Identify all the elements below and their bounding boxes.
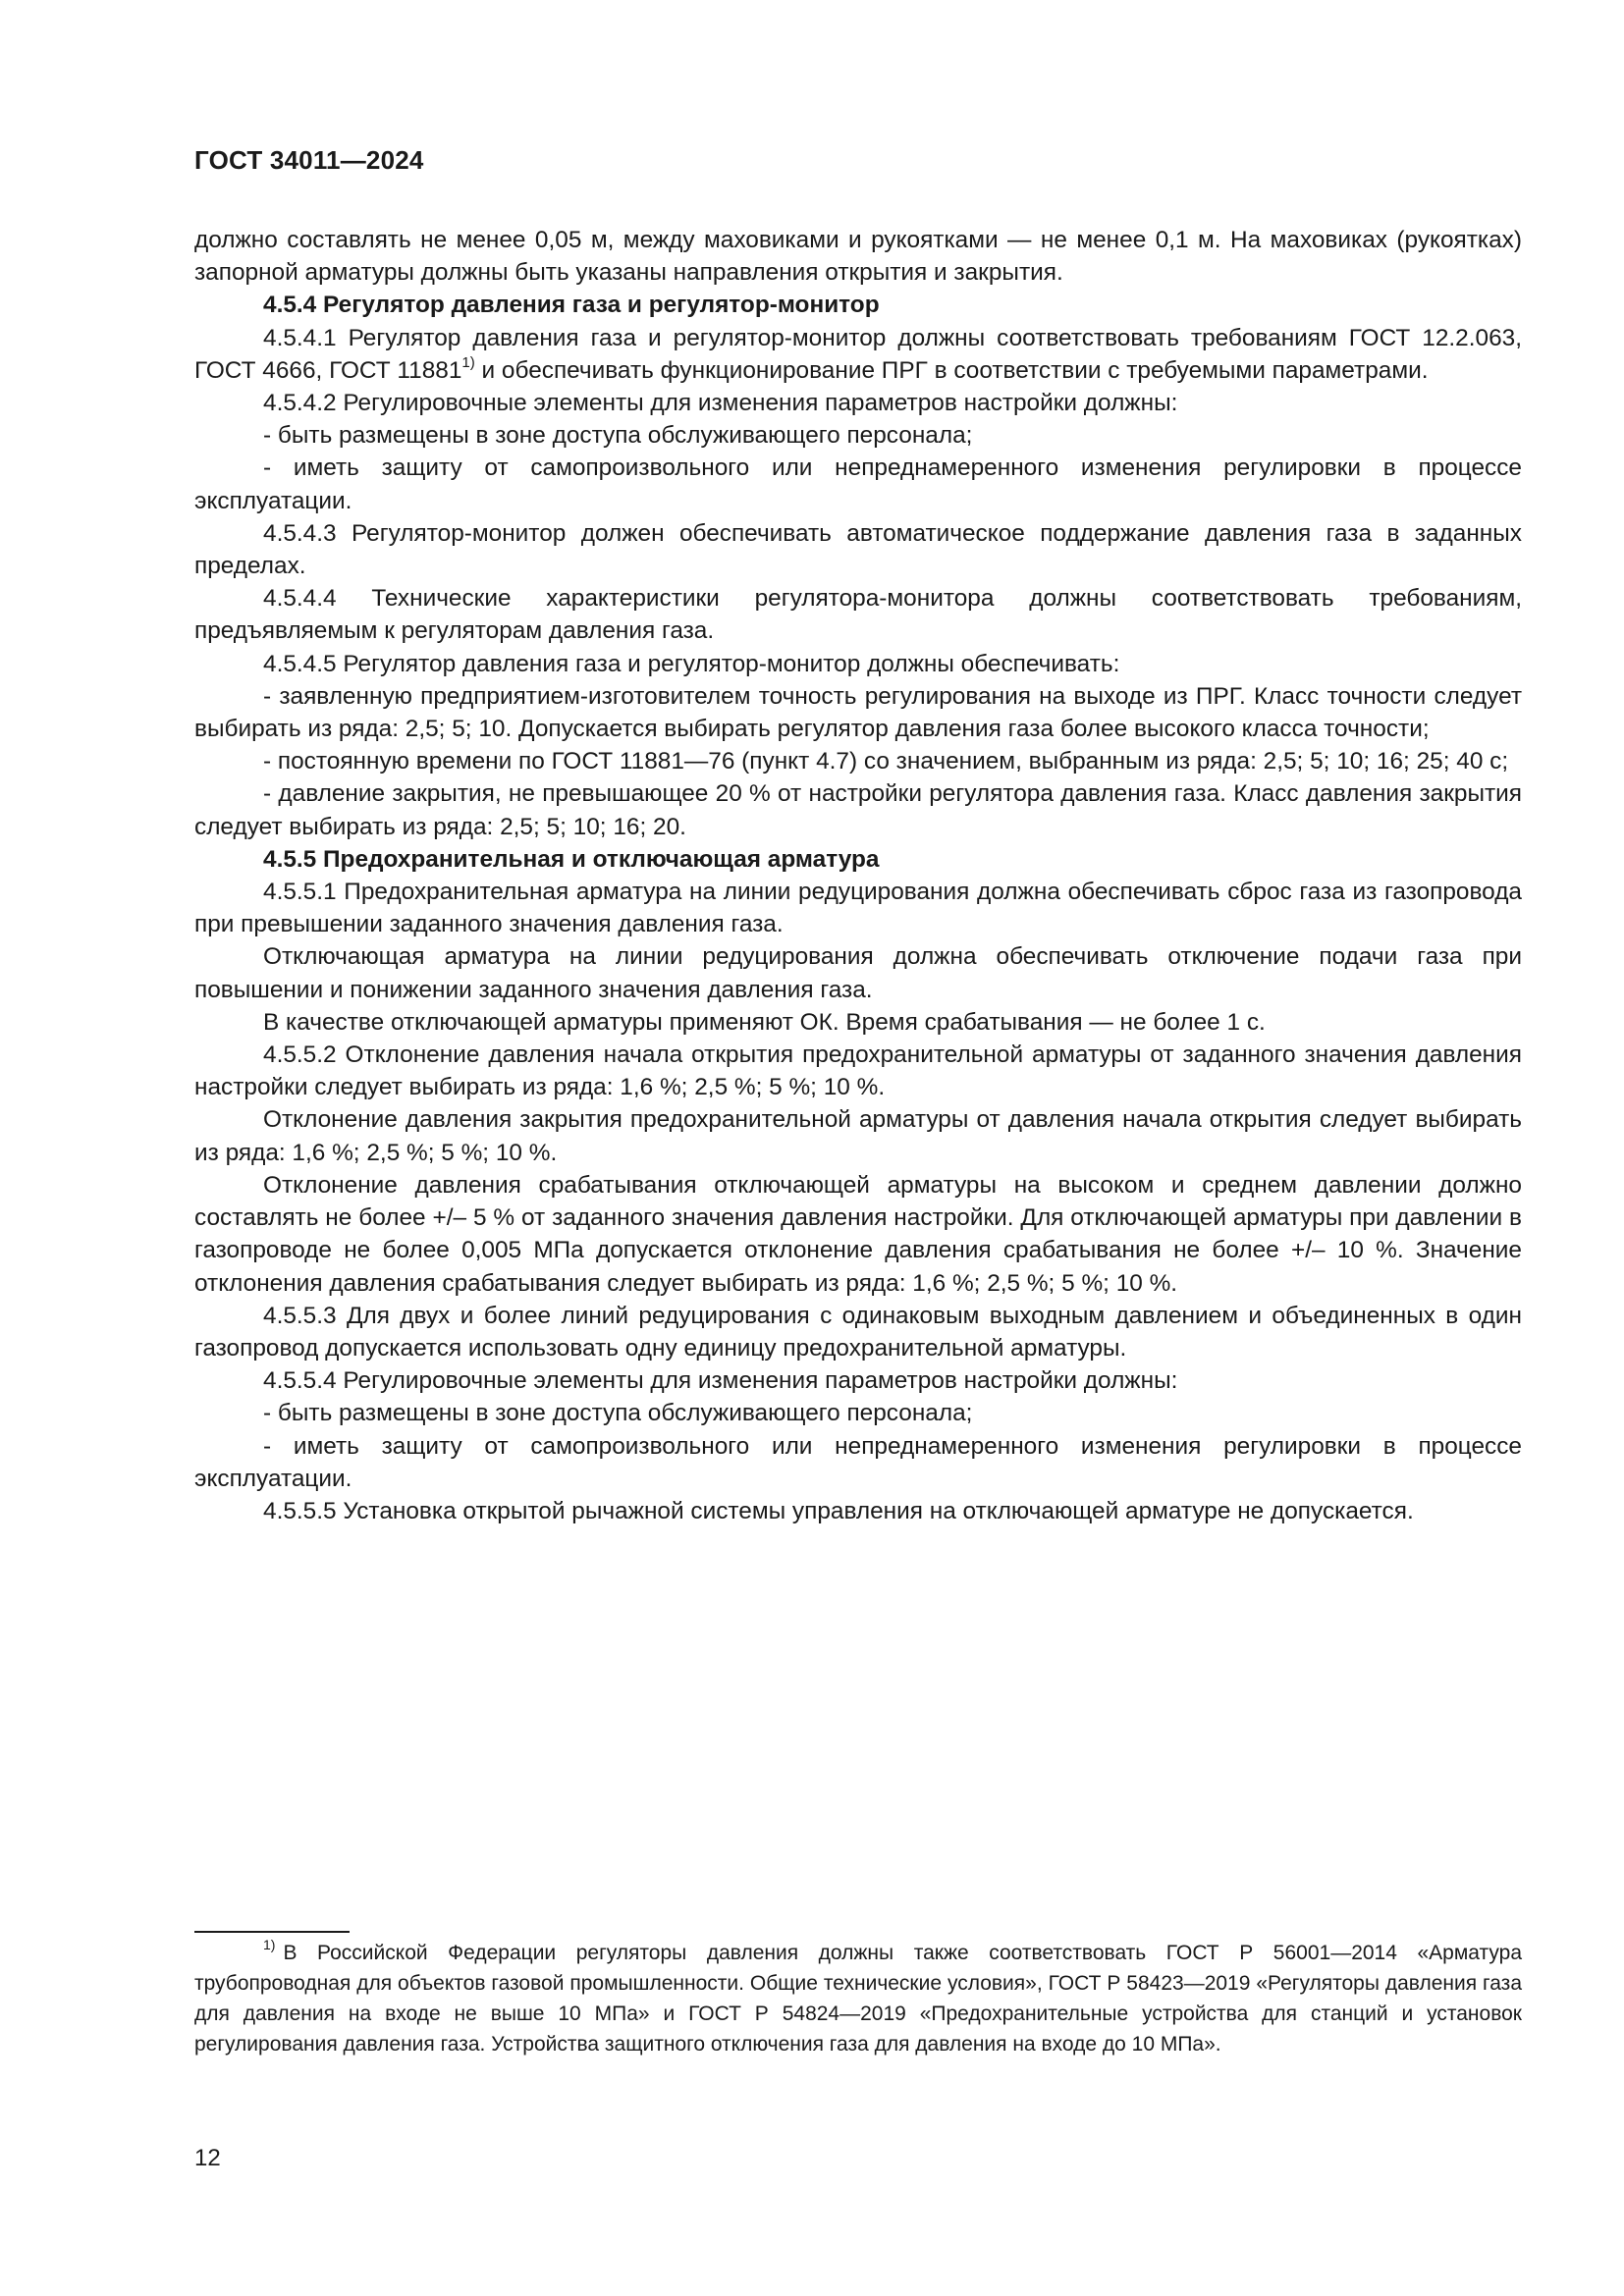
paragraph-continuation: должно составлять не менее 0,05 м, между маховиками и рукоятками — не менее 0,1 м. На маховиках (рукоятках) запорной арматуры должны быть указаны направления открытия и закрытия. bbox=[194, 227, 1522, 287]
paragraph: В качестве отключающей арматуры применяют ОК. Время срабатывания — не более 1 с. bbox=[263, 1008, 1266, 1036]
paragraph: Отключающая арматура на линии редуцирования должна обеспечивать отключение подачи газа при повышении и понижении заданного значения давления газа. bbox=[194, 943, 1522, 1003]
clause-4-5-4-2: 4.5.4.2 Регулировочные элементы для изменения параметров настройки должны: bbox=[263, 390, 1178, 417]
clause-4-5-5-5: 4.5.5.5 Установка открытой рычажной системы управления на отключающей арматуре не допускается. bbox=[263, 1497, 1414, 1524]
footnote-marker: 1) bbox=[263, 1937, 276, 1952]
paragraph: Отклонение давления срабатывания отключающей арматуры на высоком и среднем давлении должно составлять не более +/– 5 % от заданного значения давления настройки. Для отключающей арматуры при давлении в газопроводе не более 0,005 МПа допускается отклонение давления срабатывания не более +/– 10 %. Значение отклонения давления срабатывания следует выбирать из ряда: 1,6 %; 2,5 %; 5 %; 10 %. bbox=[194, 1171, 1522, 1297]
clause-4-5-4-5: 4.5.4.5 Регулятор давления газа и регулятор-монитор должны обеспечивать: bbox=[263, 650, 1120, 677]
list-item: - давление закрытия, не превышающее 20 % от настройки регулятора давления газа. Класс давления закрытия следует выбирать из ряда: 2,5; 5; 10; 16; 20. bbox=[194, 780, 1522, 840]
section-heading-4-5-5: 4.5.5 Предохранительная и отключающая арматура bbox=[263, 845, 880, 873]
clause-4-5-4-1-text-cont: и обеспечивать функционирование ПРГ в соответствии с требуемыми параметрами. bbox=[474, 356, 1429, 384]
list-item: - быть размещены в зоне доступа обслуживающего персонала; bbox=[263, 1400, 973, 1427]
list-item: - быть размещены в зоне доступа обслуживающего персонала; bbox=[263, 422, 973, 450]
section-heading-4-5-4: 4.5.4 Регулятор давления газа и регулятор-монитор bbox=[263, 292, 880, 319]
footnote-separator bbox=[194, 1931, 350, 1933]
clause-4-5-4-1 bbox=[194, 322, 1522, 387]
page-number: 12 bbox=[194, 2145, 221, 2171]
document-header: ГОСТ 34011—2024 bbox=[194, 145, 424, 175]
footnote-paragraph bbox=[194, 1938, 1522, 2059]
clause-4-5-5-3: 4.5.5.3 Для двух и более линий редуцирования с одинаковым выходным давлением и объединенных в один газопровод допускается использовать одну единицу предохранительной арматуры. bbox=[194, 1302, 1522, 1362]
clause-4-5-4-1-text: 4.5.4.1 Регулятор давления газа и регулятор-монитор должны соответствовать требованиям ГОСТ 12.2.063, ГОСТ 4666, ГОСТ 11881 bbox=[194, 324, 1522, 384]
clause-4-5-4-4: 4.5.4.4 Технические характеристики регулятора-монитора должны соответствовать требованиям, предъявляемым к регуляторам давления газа. bbox=[194, 585, 1522, 645]
footnote-text: В Российской Федерации регуляторы давления должны также соответствовать ГОСТ Р 56001—2014 «Арматура трубопроводная для объектов газовой промышленности. Общие технические условия», ГОСТ Р 58423—2019 «Регуляторы давления газа для давления на входе не выше 10 МПа» и ГОСТ Р 54824—2019 «Предохранительные устройства для станций и установок регулирования давления газа. Устройства защитного отключения газа для давления на входе до 10 МПа». bbox=[194, 1942, 1522, 2056]
list-item: - иметь защиту от самопроизвольного или непреднамеренного изменения регулировки в процессе эксплуатации. bbox=[194, 454, 1522, 514]
list-item: - постоянную времени по ГОСТ 11881—76 (пункт 4.7) со значением, выбранным из ряда: 2,5; 5; 10; 16; 25; 40 с; bbox=[263, 748, 1509, 775]
clause-4-5-4-3: 4.5.4.3 Регулятор-монитор должен обеспечивать автоматическое поддержание давления газа в заданных пределах. bbox=[194, 519, 1522, 580]
clause-4-5-5-1: 4.5.5.1 Предохранительная арматура на линии редуцирования должна обеспечивать сброс газа из газопровода при превышении заданного значения давления газа. bbox=[194, 879, 1522, 938]
document-body bbox=[194, 224, 1522, 1527]
footnote bbox=[194, 1938, 1522, 2059]
footnote-reference[interactable]: 1) bbox=[461, 353, 475, 371]
list-item: - иметь защиту от самопроизвольного или непреднамеренного изменения регулировки в процессе эксплуатации. bbox=[194, 1432, 1522, 1492]
clause-4-5-5-4: 4.5.5.4 Регулировочные элементы для изменения параметров настройки должны: bbox=[263, 1367, 1178, 1395]
paragraph: Отклонение давления закрытия предохранительной арматуры от давления начала открытия следует выбирать из ряда: 1,6 %; 2,5 %; 5 %; 10 %. bbox=[194, 1106, 1522, 1166]
clause-4-5-5-2: 4.5.5.2 Отклонение давления начала открытия предохранительной арматуры от заданного значения давления настройки следует выбирать из ряда: 1,6 %; 2,5 %; 5 %; 10 %. bbox=[194, 1041, 1522, 1101]
list-item: - заявленную предприятием-изготовителем точность регулирования на выходе из ПРГ. Класс точности следует выбирать из ряда: 2,5; 5; 10. Допускается выбирать регулятор давления газа более высокого класса точности; bbox=[194, 682, 1522, 743]
